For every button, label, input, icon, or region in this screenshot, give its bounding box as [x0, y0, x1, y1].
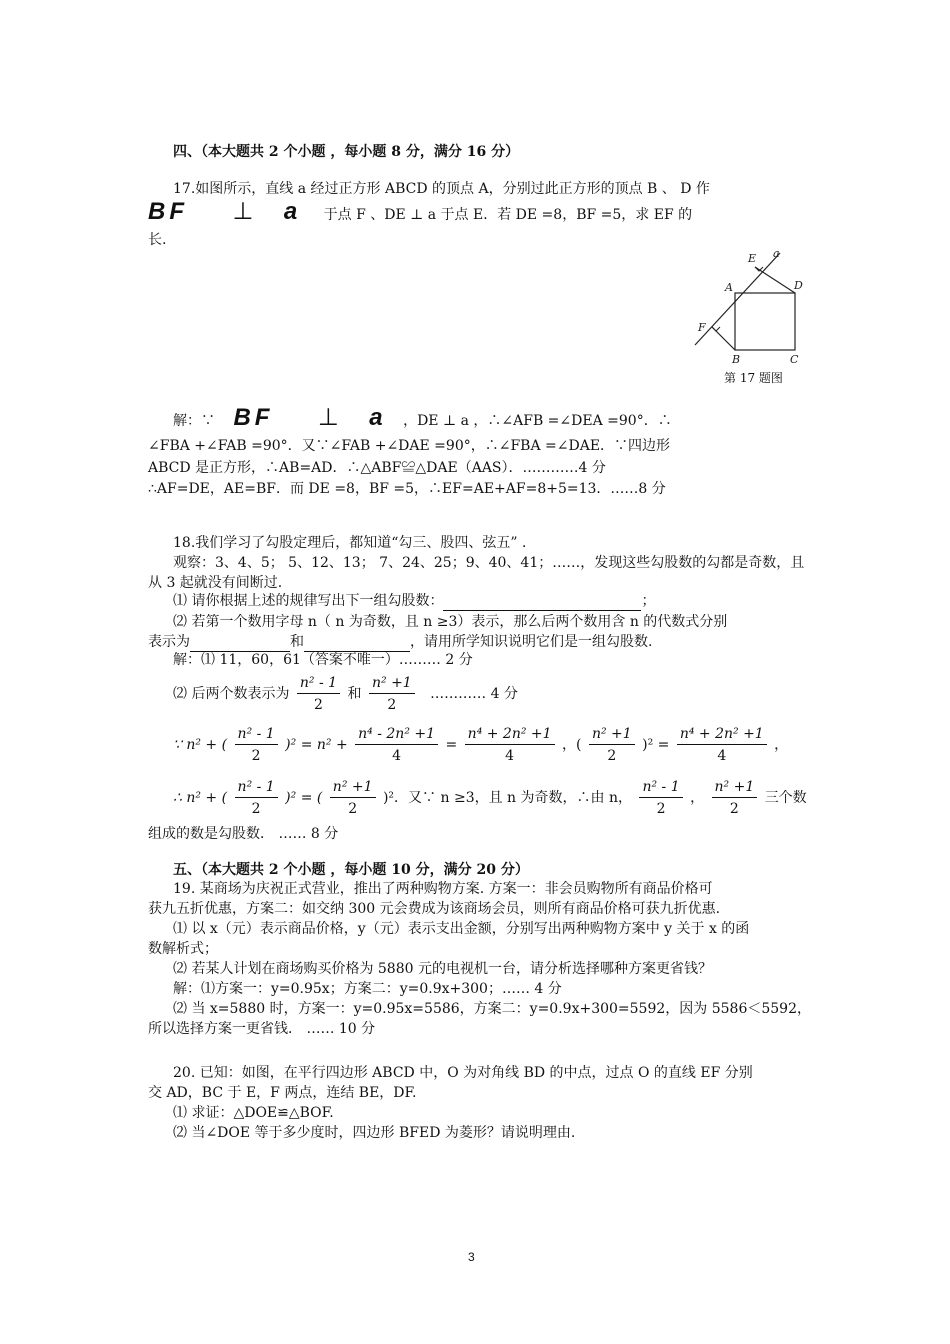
q18-part2a: ⑵ 若第一个数用字母 n（ n 为奇数，且 n ≥3）表示，那么后两个数用含 n 的代数式分别 [173, 614, 728, 630]
fraction-n2-plus-1: $\frac{\text{n² +1}}{2}$ [369, 673, 415, 716]
q20-line2: 交 AD，BC 于 E，F 两点，连结 BE，DF. [148, 1085, 417, 1101]
eq1-frac2: $\frac{\text{n⁴ - 2n² +1}}{4}$ [355, 724, 438, 767]
q18-part2b-label: 表示为 [148, 634, 190, 650]
q18-line1: 18.我们学习了勾股定理后，都知道“勾三、股四、弦五” ． [173, 535, 537, 551]
q17-line3: 长. [148, 232, 167, 248]
q18-line3: 从 3 起就没有间断过. [148, 575, 283, 591]
q17-sol2: ∠FBA +∠FAB =90°．又∵∠FAB +∠DAE =90°，∴∠FBA =∠DAE．∵四边形 [148, 438, 671, 454]
q18-part1-end: ； [641, 593, 656, 609]
page-number: 3 [468, 1250, 475, 1264]
label-e: E [748, 252, 757, 265]
q17-caption: 第 17 题图 [724, 371, 783, 385]
q18-sol2-score: ………… 4 分 [430, 686, 518, 702]
q18-sol1: 解：⑴ 11，60，61（答案不唯一）……… 2 分 [173, 652, 473, 668]
q20-part2: ⑵ 当∠DOE 等于多少度时，四边形 BFED 为菱形？请说明理由. [173, 1125, 576, 1141]
q18-sol2-prefix: ⑵ 后两个数表示为 [173, 686, 290, 702]
q18-eq2-b: )² = ( [285, 790, 323, 806]
eq1-frac4: $\frac{\text{n² +1}}{2}$ [589, 724, 635, 767]
q18-eq1-d: )² = [642, 737, 670, 753]
q18-sol2-and: 和 [347, 686, 362, 702]
q18-answer-blank[interactable] [443, 594, 641, 611]
q17-line2-text: 于点 F 、DE ⊥ a 于点 E．若 DE =8，BF =5，求 EF 的 [323, 207, 693, 223]
q17-line2 [148, 198, 693, 225]
q18-eq1-comma: ， [774, 737, 789, 753]
q18-eq2-a: ∴ n² + ( [173, 790, 228, 806]
q19-line1: 19. 某商场为庆祝正式营业，推出了两种购物方案. 方案一：非会员购物所有商品价格可 [173, 881, 713, 897]
section5-heading: 五、（本大题共 2 个小题 ，每小题 10 分，满分 20 分） [173, 862, 529, 878]
q17-sol-a: a [369, 404, 387, 431]
label-a-line: a [773, 247, 780, 260]
fraction-n2-minus-1: $\frac{\text{n² - 1}}{2}$ [297, 673, 340, 716]
q17-line1: 17.如图所示，直线 a 经过正方形 ABCD 的顶点 A，分别过此正方形的顶点 B 、 D 作 [173, 181, 710, 197]
q18-sol2 [173, 672, 518, 716]
eq1-frac5: $\frac{\text{n⁴ + 2n² +1}}{4}$ [677, 724, 767, 767]
q17-sol1 [173, 404, 672, 431]
q17-figure [690, 245, 820, 370]
q17-sol1-text: ，DE ⊥ a ，∴∠AFB =∠DEA =90°．∴ [403, 413, 672, 429]
label-d: D [794, 279, 803, 292]
label-b: B [732, 353, 741, 366]
q17-sol-perp: ⊥ [317, 404, 339, 431]
q18-eq1 [173, 723, 788, 767]
eq1-frac1: $\frac{\text{n² - 1}}{2}$ [235, 724, 278, 767]
q19-sol3: 所以选择方案一更省钱． …… 10 分 [148, 1021, 376, 1037]
line-a [695, 253, 780, 345]
q17-sol3: ABCD 是正方形，∴AB=AD．∴△ABF≌△DAE（AAS）．…………4 分 [148, 460, 606, 476]
q18-part2b-rest: ，请用所学知识说明它们是一组勾股数. [410, 634, 653, 650]
q18-part2b-and: 和 [290, 634, 304, 650]
q18-part2b [148, 632, 652, 652]
eq1-frac3: $\frac{\text{n⁴ + 2n² +1}}{4}$ [465, 724, 555, 767]
label-f: F [698, 321, 706, 334]
q18-eq1-b: )² = n² + [285, 737, 348, 753]
q18-eq1-a: ∵ n² + ( [173, 737, 228, 753]
q19-line2: 获九五折优惠，方案二：如交纳 300 元会费成为该商场会员，则所有商品价格可获九折优惠. [148, 901, 721, 917]
q17-sol4: ∴AF=DE，AE=BF．而 DE =8，BF =5，∴EF=AE+AF=8+5=13．……8 分 [148, 481, 666, 497]
section4-heading: 四、（本大题共 2 个小题 ，每小题 8 分，满分 16 分） [173, 144, 520, 160]
q17-a-symbol: a [283, 198, 302, 225]
q17-sol-bf: BF [233, 404, 274, 431]
label-a: A [725, 281, 733, 294]
q19-sol2: ⑵ 当 x=5880 时，方案一：y=0.95x=5586，方案二：y=0.9x+300=5592，因为 5586＜5592， [173, 1001, 811, 1017]
q18-part1-text: ⑴ 请你根据上述的规律写出下一组勾股数： [173, 593, 444, 609]
q19-part1a: ⑴ 以 x（元）表示商品价格，y（元）表示支出金额，分别写出两种购物方案中 y 关于 x 的函 [173, 921, 750, 937]
q18-part1 [173, 591, 655, 611]
q19-sol1: 解：⑴方案一：y=0.95x；方案二：y=0.9x+300；…… 4 分 [173, 981, 562, 997]
square-abcd [735, 293, 795, 350]
q18-eq1-c: ，( [562, 737, 582, 753]
q18-eq2-c: )²．又∵ n ≥3，且 n 为奇数，∴由 n， [382, 790, 632, 806]
q19-part2: ⑵ 若某人计划在商场购买价格为 5880 元的电视机一台，请分析选择哪种方案更省钱？ [173, 961, 712, 977]
q18-eq2-comma: ， [690, 790, 705, 806]
eq2-frac1: $\frac{\text{n² - 1}}{2}$ [235, 777, 278, 820]
eq2-frac4: $\frac{\text{n² +1}}{2}$ [712, 777, 758, 820]
q20-line1: 20. 已知：如图，在平行四边形 ABCD 中，O 为对角线 BD 的中点，过点 O 的直线 EF 分别 [173, 1065, 753, 1081]
eq2-frac2: $\frac{\text{n² +1}}{2}$ [330, 777, 376, 820]
q18-eq2-d: 三个数 [764, 790, 807, 806]
q18-conclusion: 组成的数是勾股数． …… 8 分 [148, 826, 339, 842]
label-c: C [790, 353, 799, 366]
q20-part1: ⑴ 求证：△DOE≌△BOF. [173, 1105, 334, 1121]
q17-sol-prefix: 解：∵ [173, 413, 215, 429]
q18-eq2 [173, 776, 807, 820]
segment-de [755, 267, 795, 293]
q18-eq1-equals: = [445, 737, 458, 753]
q19-part1b: 数解析式； [148, 941, 218, 957]
q18-line2: 观察：3、4、5； 5、12、13； 7、24、25；9、40、41；……，发现这些勾股数的勾都是奇数，且 [173, 555, 805, 571]
eq2-frac3: $\frac{\text{n² - 1}}{2}$ [639, 777, 682, 820]
q17-perp-symbol: ⊥ [232, 198, 254, 225]
q17-bf-symbol: BF [148, 198, 188, 225]
